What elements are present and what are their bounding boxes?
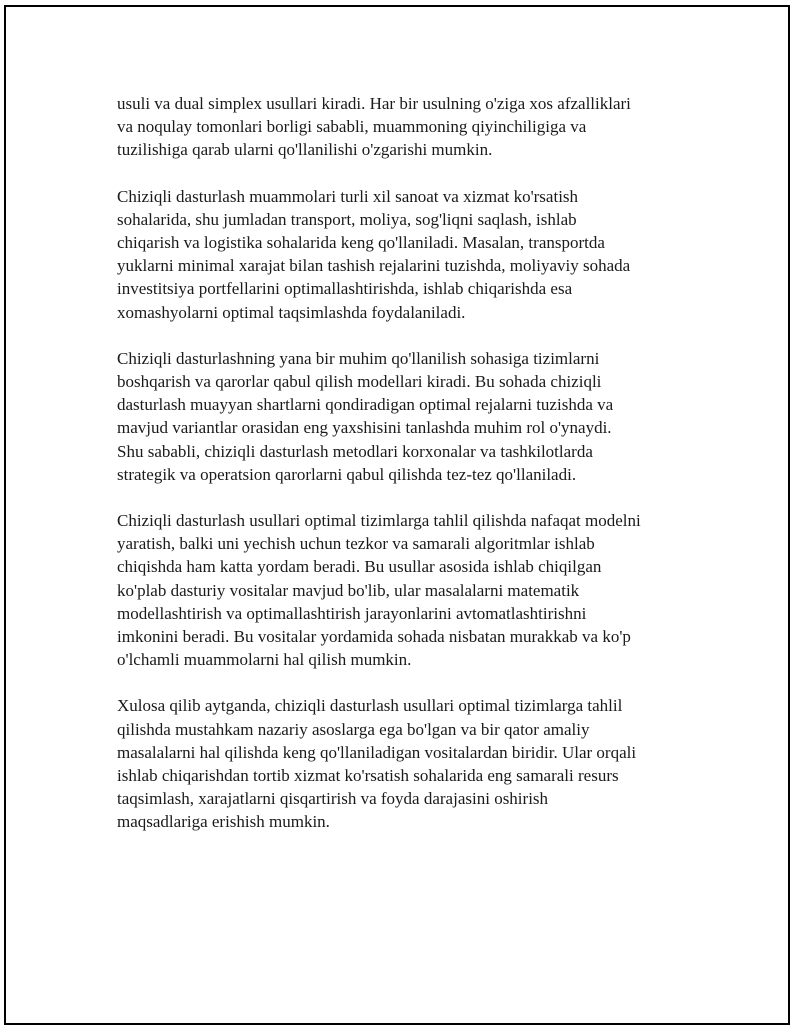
paragraph-5: Xulosa qilib aytganda, chiziqli dasturlash usullari optimal tizimlarga tahlil qilishda mustahkam nazariy asoslarga ega bo'lgan va bir qator amaliy masalalarni hal qilishda keng qo'llaniladigan vositalardan biridir. Ular orqali ishlab chiqarishdan tortib xizmat ko'rsatish sohalarida eng samarali resurs taqsimlash, xarajatlarni qisqartirish va foyda darajasini oshirish maqsadlariga erishish mumkin. [117, 696, 637, 832]
paragraph-1: usuli va dual simplex usullari kiradi. Har bir usulning o'ziga xos afzalliklari va noqulay tomonlari borligi sababli, muammoning qiyinchiligiga va tuzilishiga qarab ularni qo'llanilishi o'zgarishi mumkin. [117, 94, 631, 160]
paragraph-3: Chiziqli dasturlashning yana bir muhim qo'llanilish sohasiga tizimlarni boshqarish va qarorlar qabul qilish modellari kiradi. Bu sohada chiziqli dasturlash muayyan shartlarni qondiradigan optimal rejalarni tuzishda va mavjud variantlar orasidan eng yaxshisini tanlashda muhim rol o'ynaydi. Shu sababli, chiziqli dasturlash metodlari korxonalar va tashkilotlarda strategik va operatsion qarorlarni qabul qilishda tez-tez qo'llaniladi. [117, 348, 614, 484]
paragraph-2: Chiziqli dasturlash muammolari turli xil sanoat va xizmat ko'rsatish sohalarida, shu jumladan transport, moliya, sog'liqni saqlash, ishlab chiqarish va logistika sohalarida keng qo'llaniladi. Masalan, transportda yuklarni minimal xarajat bilan tashish rejalarini tuzishda, moliyaviy sohada investitsiya portfellarini optimallashtirishda, ishlab chiqarishda esa xomashyolarni optimal taqsimlashda foydalaniladi. [117, 186, 631, 322]
paragraph-4: Chiziqli dasturlash usullari optimal tizimlarga tahlil qilishda nafaqat modelni yaratish, balki uni yechish uchun tezkor va samarali algoritmlar ishlab chiqishda ham katta yordam beradi. Bu usullar asosida ishlab chiqilgan ko'plab dasturiy vositalar mavjud bo'lib, ular masalalarni matematik modellashtirish va optimallashtirish jarayonlarini avtomatlashtirishni imkonini beradi. Bu vositalar yordamida sohada nisbatan murakkab va ko'p o'lchamli muammolarni hal qilish mumkin. [117, 511, 641, 670]
page-content [117, 92, 692, 857]
